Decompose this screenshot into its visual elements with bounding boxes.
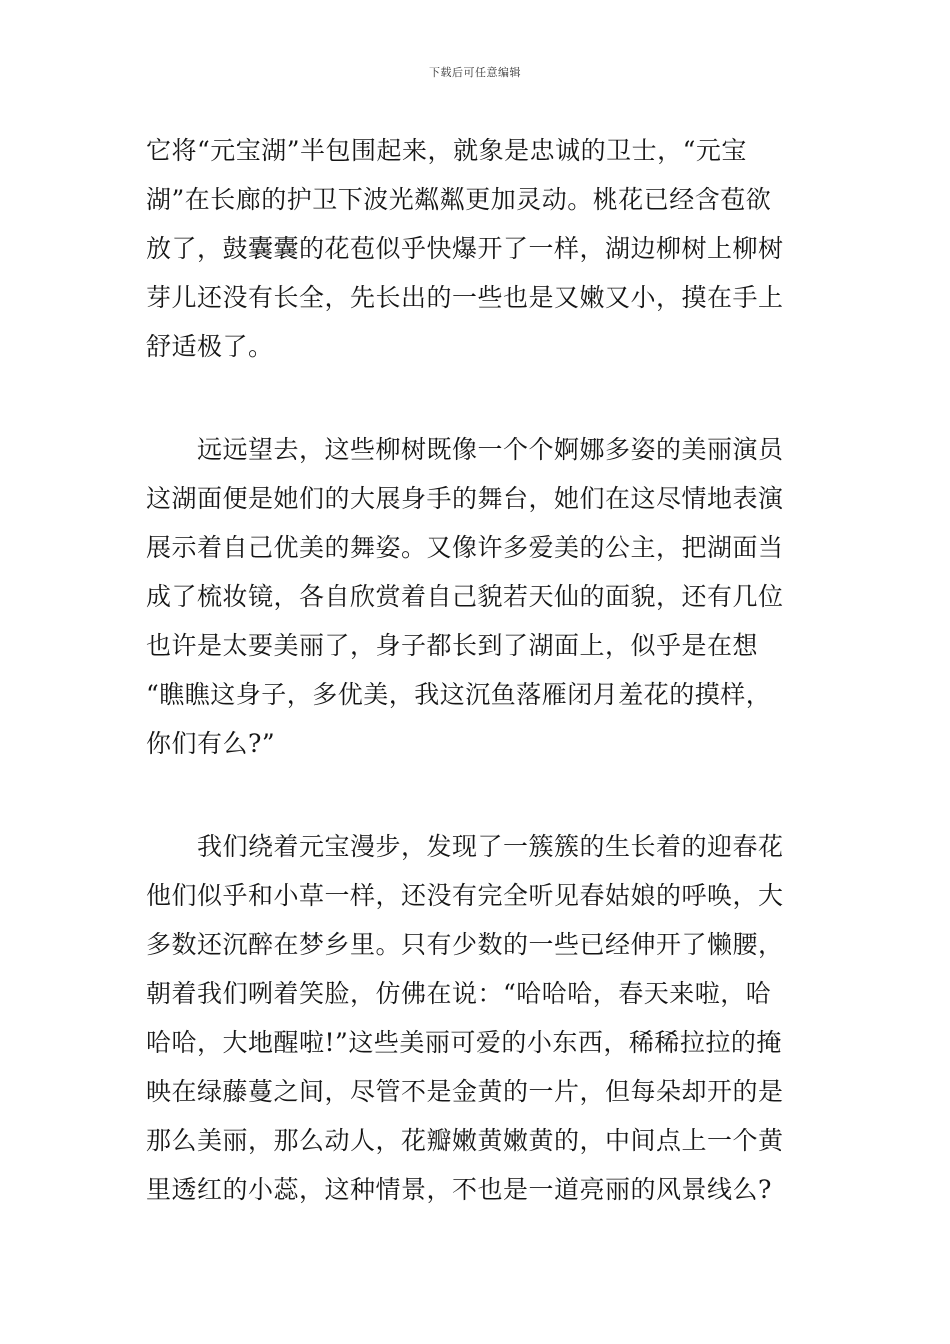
paragraph-line: 舒适极了。 — [146, 332, 274, 361]
paragraph-3 — [146, 822, 808, 1214]
paragraph-line: 我们绕着元宝漫步，发现了一簇簇的生长着的迎春花 — [146, 832, 784, 861]
header-note: 下载后可任意编辑 — [429, 66, 521, 79]
paragraph-line: 朝着我们咧着笑脸，仿佛在说：“哈哈哈，春天来啦，哈 — [146, 979, 772, 1008]
paragraph-line: 哈哈，大地醒啦!”这些美丽可爱的小东西，稀稀拉拉的掩 — [146, 1028, 782, 1057]
paragraph-line: 也许是太要美丽了，身子都长到了湖面上，似乎是在想 — [146, 631, 759, 660]
paragraph-line: 映在绿藤蔓之间，尽管不是金黄的一片，但每朵却开的是 — [146, 1077, 784, 1106]
paragraph-line: 多数还沉醉在梦乡里。只有少数的一些已经伸开了懒腰， — [146, 930, 784, 959]
paragraph-line: 这湖面便是她们的大展身手的舞台，她们在这尽情地表演 — [146, 484, 784, 513]
paragraph-line: 放了，鼓囊囊的花苞似乎快爆开了一样，湖边柳树上柳树 — [146, 234, 784, 263]
paragraph-line: 展示着自己优美的舞姿。又像许多爱美的公主，把湖面当 — [146, 533, 784, 562]
paragraph-line: 你们有么?” — [146, 729, 276, 758]
paragraph-line: “瞧瞧这身子，多优美，我这沉鱼落雁闭月羞花的摸样， — [146, 680, 772, 709]
paragraph-2 — [146, 425, 808, 768]
paragraph-1 — [146, 126, 808, 371]
paragraph-line: 湖”在长廊的护卫下波光粼粼更加灵动。桃花已经含苞欲 — [146, 185, 772, 214]
paragraph-line: 芽儿还没有长全，先长出的一些也是又嫩又小，摸在手上 — [146, 283, 784, 312]
paragraph-line: 他们似乎和小草一样，还没有完全听见春姑娘的呼唤，大 — [146, 881, 784, 910]
paragraph-line: 成了梳妆镜，各自欣赏着自己貌若天仙的面貌，还有几位 — [146, 582, 784, 611]
paragraph-line: 它将“元宝湖”半包围起来，就象是忠诚的卫士，“元宝 — [146, 136, 747, 165]
paragraph-line: 那么美丽，那么动人，花瓣嫩黄嫩黄的，中间点上一个黄 — [146, 1126, 784, 1155]
paragraph-line: 远远望去，这些柳树既像一个个婀娜多姿的美丽演员 — [146, 435, 784, 464]
paragraph-line: 里透红的小蕊，这种情景，不也是一道亮丽的风景线么? — [146, 1175, 772, 1204]
